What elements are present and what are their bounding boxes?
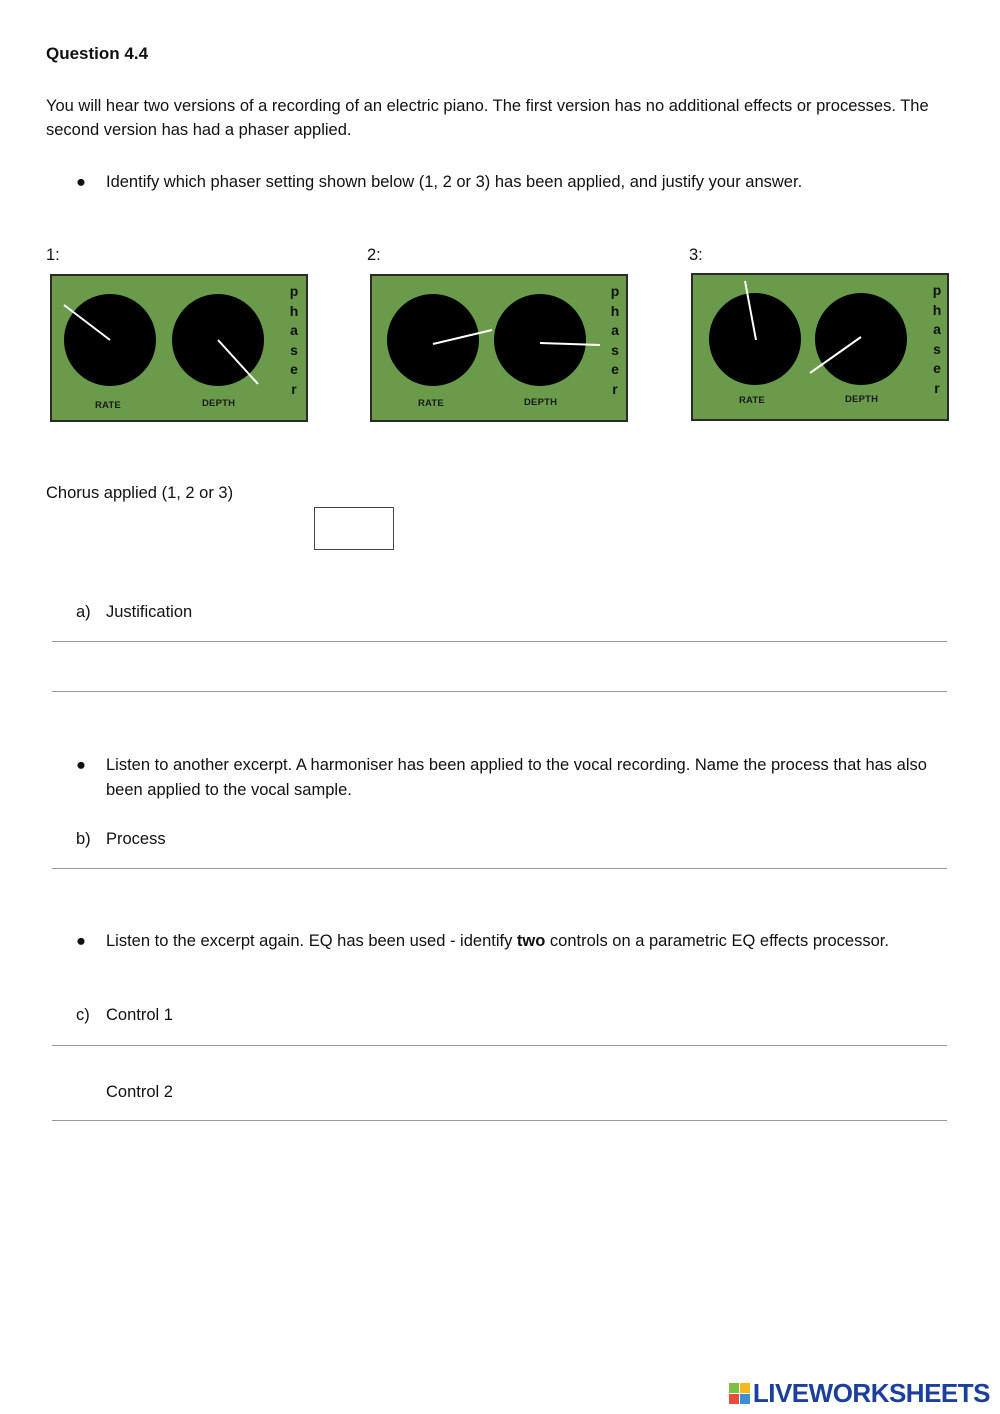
setting-1-label: 1: (46, 246, 60, 264)
bullet-dot: ● (76, 756, 86, 774)
pedal-2-graphic (372, 276, 630, 424)
bullet-dot: ● (76, 932, 86, 950)
liveworksheets-brand (729, 1378, 990, 1409)
part-a-label: a) Justification (76, 603, 193, 621)
question-intro: You will hear two versions of a recording of an electric piano. The first version has no additional effects or processes. The second version has had a phaser applied. (46, 97, 929, 139)
phaser-pedal-3 (691, 273, 949, 421)
question-title: Question 4.4 (46, 44, 149, 63)
pedal-1-graphic (52, 276, 310, 424)
depth-knob (815, 293, 907, 385)
liveworksheets-logo-icon (729, 1383, 750, 1404)
rate-knob (387, 294, 479, 386)
part-c-label: c) Control 1 (76, 1006, 173, 1024)
chorus-label: Chorus applied (1, 2 or 3) (46, 484, 234, 502)
bullet-dot: ● (76, 173, 86, 191)
instruction-bullet-2: ● Listen to another excerpt. A harmoniser has been applied to the vocal recording. Name the process that has also been applied to the vocal sample. (76, 753, 936, 803)
depth-knob (494, 294, 586, 386)
depth-label: DEPTH (524, 397, 558, 408)
justification-answer-line-2[interactable] (52, 691, 947, 692)
setting-2-label: 2: (367, 246, 381, 264)
phaser-vertical-label: p h a s e r (932, 282, 942, 396)
phaser-vertical-label: p h a s e r (610, 283, 620, 397)
process-answer-line[interactable] (52, 868, 947, 869)
pedal-3-graphic (693, 275, 955, 423)
phaser-pedal-1 (50, 274, 308, 422)
instruction-bullet-1: ● Identify which phaser setting shown below (1, 2 or 3) has been applied, and justify your answer. (76, 170, 936, 195)
phaser-pedal-2 (370, 274, 628, 422)
rate-label: RATE (418, 398, 444, 409)
setting-3-label: 3: (689, 246, 703, 264)
control-2-label: Control 2 (106, 1083, 173, 1101)
control-2-answer-line[interactable] (52, 1120, 947, 1121)
justification-answer-line-1[interactable] (52, 641, 947, 642)
part-b-label: b) Process (76, 830, 166, 848)
control-1-answer-line[interactable] (52, 1045, 947, 1046)
instruction-bullet-3: ● Listen to the excerpt again. EQ has been used - identify two controls on a parametric EQ effects processor. (76, 929, 936, 954)
brand-text: LIVEWORKSHEETS (752, 1378, 990, 1408)
rate-label: RATE (739, 395, 765, 406)
phaser-vertical-label: p h a s e r (289, 283, 299, 397)
chorus-answer-box[interactable] (314, 507, 394, 550)
depth-label: DEPTH (202, 398, 236, 409)
depth-label: DEPTH (845, 394, 879, 405)
rate-label: RATE (95, 400, 121, 411)
